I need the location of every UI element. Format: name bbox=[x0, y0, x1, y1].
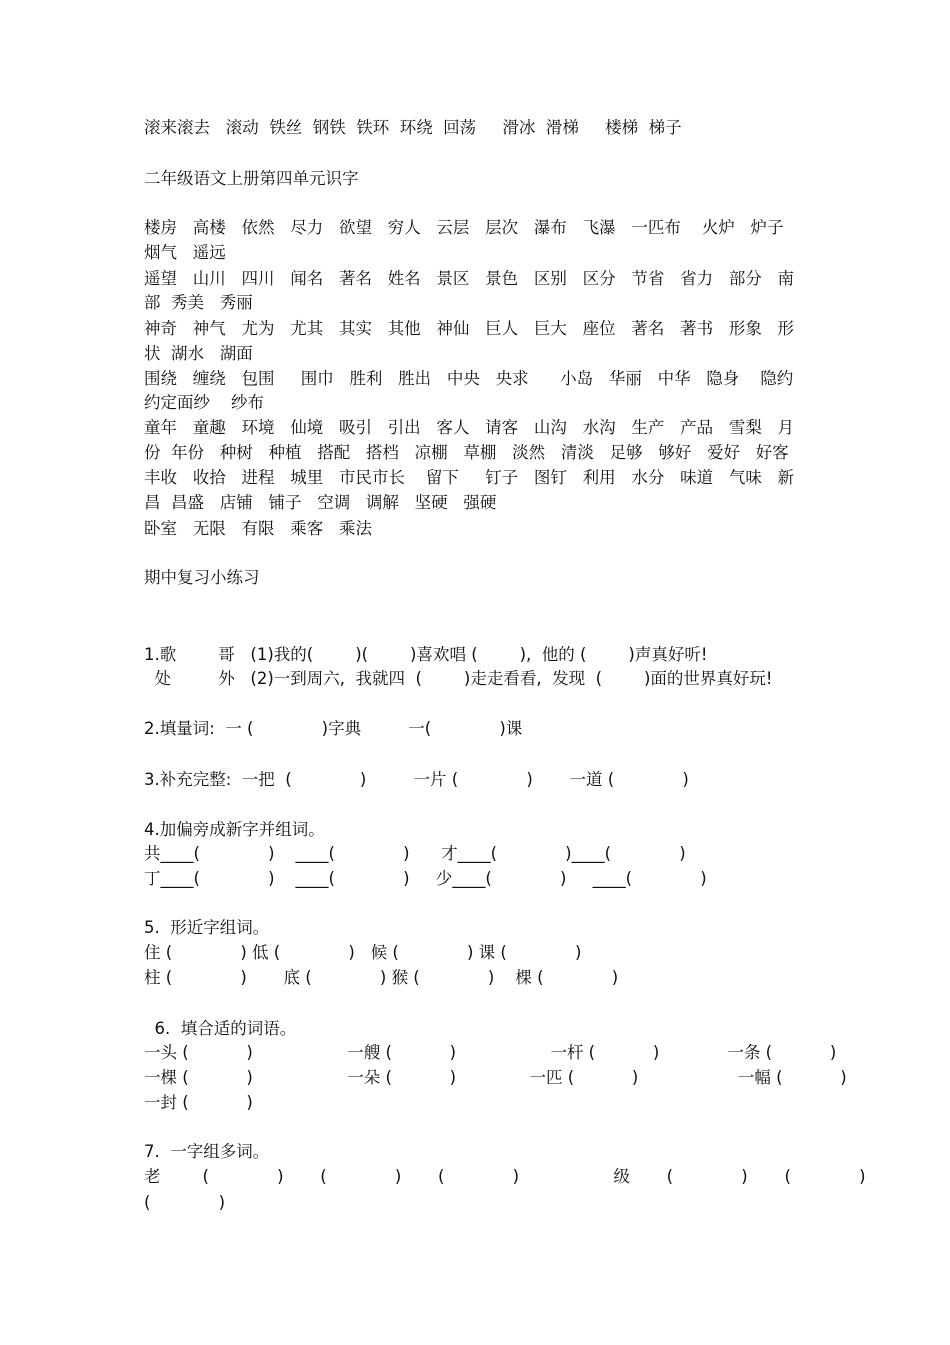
exercise-1-line-1: 1.歌 哥 (1)我的( )( )喜欢唱 ( ), 他的 ( )声真好听! bbox=[144, 645, 708, 664]
exercise-1-line-2: 处 外 (2)一到周六, 我就四 ( )走走看看, 发现 ( )面的世界真好玩! bbox=[144, 669, 773, 688]
exercise-5-line-2: 柱 ( ) 底 ( ) 猴 ( ) 棵 ( ) bbox=[144, 968, 619, 987]
exercise-4-line-2: 丁____( ) ____( ) 少____( ) ____( ) bbox=[144, 869, 707, 888]
vocab-line-8: 围绕 缠绕 包围 围巾 胜利 胜出 中央 央求 小岛 华丽 中华 隐身 隐约 bbox=[144, 369, 794, 388]
exercise-4-heading: 4.加偏旁成新字并组词。 bbox=[144, 820, 325, 839]
vocab-line-1: 滚来滚去 滚动 铁丝 钢铁 铁环 环绕 回荡 滑冰 滑梯 楼梯 梯子 bbox=[144, 118, 682, 137]
vocab-line-6: 神奇 神气 尤为 尤其 其实 其他 神仙 巨人 巨大 座位 著名 著书 形象 形 bbox=[144, 319, 795, 338]
exercise-2: 2.填量词: 一 ( )字典 一( )课 bbox=[144, 719, 523, 738]
exercise-6-line-3: 一封 ( ) bbox=[144, 1093, 253, 1112]
vocab-line-5: 部 秀美 秀丽 bbox=[144, 293, 253, 312]
vocab-line-14: 卧室 无限 有限 乘客 乘法 bbox=[144, 519, 372, 538]
exercise-5-line-1: 住 ( ) 低 ( ) 候 ( ) 课 ( ) bbox=[144, 943, 582, 962]
exercise-6-line-2: 一棵 ( ) 一朵 ( ) 一匹 ( ) 一幅 ( ) bbox=[144, 1068, 847, 1087]
exercise-4-line-1: 共____( ) ____( ) 才____( )____( ) bbox=[144, 844, 686, 863]
vocab-line-4: 遥望 山川 四川 闻名 著名 姓名 景区 景色 区别 区分 节省 省力 部分 南 bbox=[144, 269, 795, 288]
vocab-line-7: 状 湖水 湖面 bbox=[144, 344, 253, 363]
vocab-line-12: 丰收 收拾 进程 城里 市民市长 留下 钉子 图钉 利用 水分 味道 气味 新 bbox=[144, 468, 795, 487]
exercise-3: 3.补充完整: 一把 ( ) 一片 ( ) 一道 ( ) bbox=[144, 770, 689, 789]
exercise-7-heading: 7. 一字组多词。 bbox=[144, 1142, 270, 1161]
exercise-6-heading: 6. 填合适的词语。 bbox=[144, 1019, 297, 1038]
exercise-7-line-2: ( ) bbox=[144, 1193, 226, 1212]
exercise-7-line-1: 老 ( ) ( ) ( ) 级 ( ) ( ) bbox=[144, 1167, 866, 1186]
exercise-5-heading: 5. 形近字组词。 bbox=[144, 918, 270, 937]
vocab-line-3: 烟气 遥远 bbox=[144, 243, 226, 262]
vocab-line-9: 约定面纱 纱布 bbox=[144, 393, 264, 412]
vocab-line-11: 份 年份 种树 种植 搭配 搭档 凉棚 草棚 淡然 清淡 足够 够好 爱好 好客 bbox=[144, 443, 789, 462]
section-title-unit-4: 二年级语文上册第四单元识字 bbox=[144, 169, 359, 188]
vocab-line-2: 楼房 高楼 依然 尽力 欲望 穷人 云层 层次 瀑布 飞瀑 一匹布 火炉 炉子 bbox=[144, 218, 784, 237]
section-title-midterm: 期中复习小练习 bbox=[144, 568, 260, 587]
exercise-6-line-1: 一头 ( ) 一艘 ( ) 一杆 ( ) 一条 ( ) bbox=[144, 1043, 837, 1062]
vocab-line-10: 童年 童趣 环境 仙境 吸引 引出 客人 请客 山沟 水沟 生产 产品 雪梨 月 bbox=[144, 418, 795, 437]
vocab-line-13: 昌 昌盛 店铺 铺子 空调 调解 坚硬 强硬 bbox=[144, 493, 497, 512]
